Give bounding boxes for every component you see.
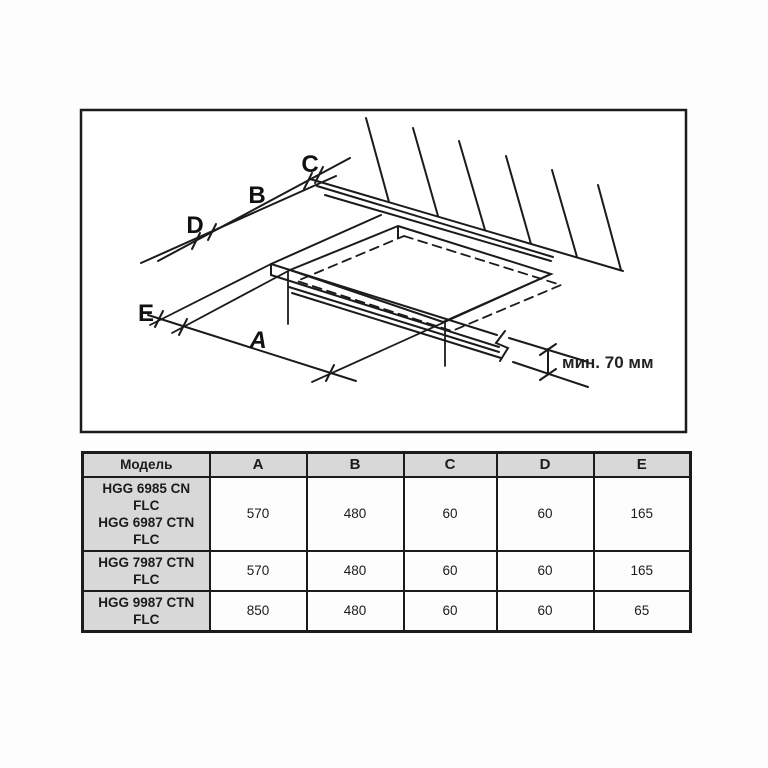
label-c: C [301,151,319,178]
diagram-frame [81,110,686,432]
value-b: 480 [307,477,404,551]
label-min-gap: мин. 70 мм [562,353,654,372]
header-b: B [307,453,404,477]
value-b: 480 [307,551,404,591]
value-e: 65 [594,591,691,632]
header-d: D [497,453,594,477]
table-row [83,477,691,551]
value-a: 850 [210,591,307,632]
value-d: 60 [497,551,594,591]
value-d: 60 [497,477,594,551]
header-model: Модель [83,453,210,477]
table-row [83,551,691,591]
value-c: 60 [404,591,497,632]
model-name: HGG 7987 CTN FLC [98,554,195,587]
value-e: 165 [594,551,691,591]
value-a: 570 [210,551,307,591]
model-cell [83,477,210,551]
table-row [83,591,691,632]
model-cell [83,591,210,632]
value-b: 480 [307,591,404,632]
dimensions-table [81,451,692,633]
label-e: E [137,300,155,327]
header-c: C [404,453,497,477]
label-a: A [249,327,267,354]
table-header-row [83,453,691,477]
value-a: 570 [210,477,307,551]
value-c: 60 [404,551,497,591]
label-b: B [248,182,266,209]
model-name: HGG 6987 CTN FLC [98,514,195,547]
model-name: HGG 6985 CN FLC [102,480,191,513]
value-e: 165 [594,477,691,551]
model-cell [83,551,210,591]
header-a: A [210,453,307,477]
model-name: HGG 9987 CTN FLC [98,594,195,627]
label-d: D [186,212,204,239]
value-c: 60 [404,477,497,551]
header-e: E [594,453,691,477]
value-d: 60 [497,591,594,632]
